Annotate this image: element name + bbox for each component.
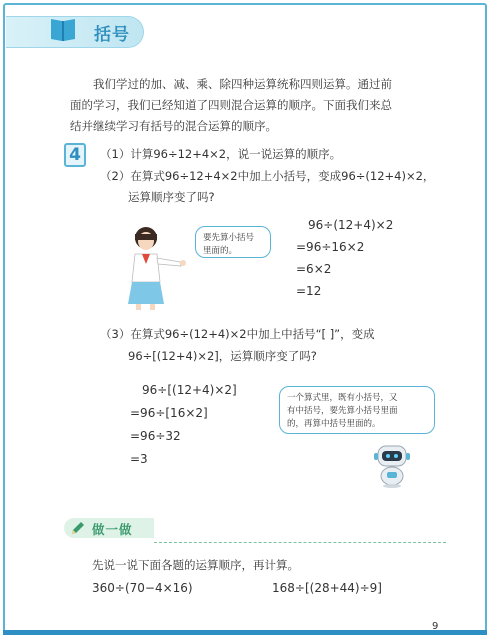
- hint-bubble-2: [279, 386, 435, 434]
- book-icon: [48, 14, 78, 44]
- practice-item-1: 360÷(70−4×16): [92, 581, 193, 595]
- hint-bubble-1-line-1: 要先算小括号: [203, 233, 255, 243]
- calc1-line-1: 96÷(12+4)×2: [308, 218, 394, 232]
- calc1-line-2: =96÷16×2: [296, 240, 365, 254]
- pencil-icon: [70, 520, 86, 536]
- hint-bubble-1-line-2: 里面的。: [203, 246, 238, 256]
- hint-bubble-2-line-2: 有中括号，要先算小括号里面: [287, 406, 398, 416]
- calc2-line-1: 96÷[(12+4)×2]: [142, 383, 237, 397]
- question-2-line-1: （2）在算式96÷12+4×2中加上小括号，变成96÷(12+4)×2，: [100, 169, 435, 183]
- calc1-line-3: =6×2: [296, 262, 332, 276]
- intro-line-3: 结并继续学习有括号的混合运算的顺序。: [70, 119, 277, 133]
- practice-item-2: 168÷[(28+44)÷9]: [272, 581, 382, 595]
- bottom-bar: [3, 630, 487, 635]
- question-3-line-2: 96÷[(12+4)×2]，运算顺序变了吗?: [128, 349, 317, 363]
- hint-bubble-2-line-3: 的，再算中括号里面的。: [287, 419, 381, 429]
- calc2-line-3: =96÷32: [130, 429, 181, 443]
- section-title: 括号: [94, 25, 130, 45]
- calc1-line-4: =12: [296, 284, 322, 298]
- hint-bubble-2-line-1: 一个算式里，既有小括号，又: [287, 393, 398, 403]
- practice-instruction: 先说一说下面各题的运算顺序，再计算。: [92, 558, 299, 572]
- practice-divider: [154, 542, 446, 543]
- question-3-line-1: （3）在算式96÷(12+4)×2中加上中括号“[ ]”，变成: [100, 327, 375, 341]
- practice-title: 做一做: [92, 522, 133, 537]
- robot-illustration: [370, 442, 414, 488]
- calc2-line-2: =96÷[16×2]: [130, 406, 208, 420]
- question-2-line-2: 运算顺序变了吗?: [128, 190, 215, 204]
- intro-line-1: 我们学过的加、减、乘、除四种运算统称四则运算。通过前: [93, 77, 392, 91]
- example-number: 4: [64, 143, 86, 167]
- hint-bubble-1: [195, 226, 271, 258]
- question-1: （1）计算96÷12+4×2，说一说运算的顺序。: [100, 147, 342, 161]
- page-number: 9: [432, 621, 439, 632]
- intro-line-2: 面的学习，我们已经知道了四则混合运算的顺序。下面我们来总: [70, 98, 392, 112]
- girl-illustration: [118, 224, 194, 312]
- calc2-line-4: =3: [130, 452, 148, 466]
